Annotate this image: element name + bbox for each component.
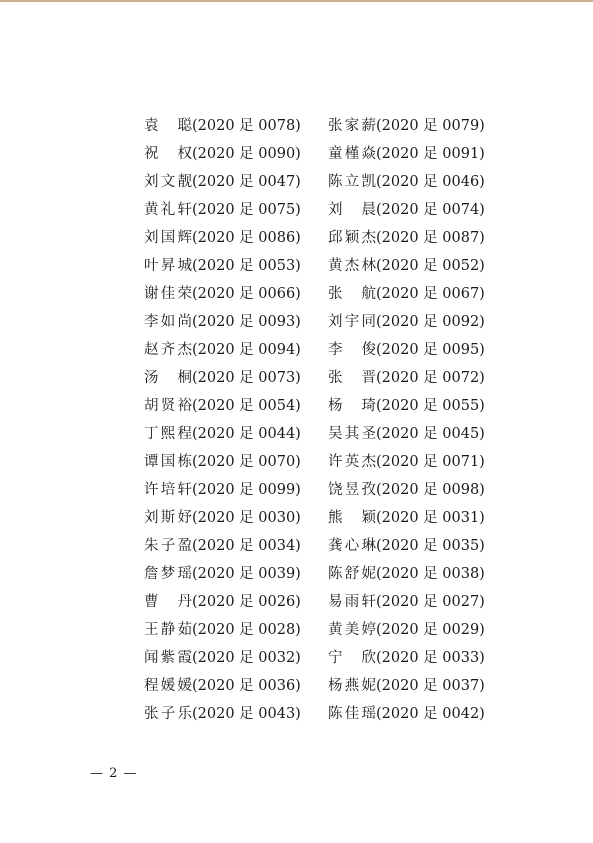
registration-code: (2020 足 0087) <box>376 229 485 246</box>
athlete-name: 程媛媛 <box>144 677 192 694</box>
athlete-name: 熊 颖 <box>328 509 376 526</box>
athlete-name: 饶昱孜 <box>328 481 376 498</box>
roster-row <box>144 222 504 250</box>
roster-row <box>144 530 504 558</box>
registration-code: (2020 足 0078) <box>192 117 301 134</box>
roster-entry-right <box>328 338 504 359</box>
roster-entry-right <box>328 142 504 163</box>
registration-code: (2020 足 0047) <box>192 173 301 190</box>
athlete-name: 刘国辉 <box>144 229 192 246</box>
athlete-name: 张家薪 <box>328 117 376 134</box>
athlete-name: 许培轩 <box>144 481 192 498</box>
registration-code: (2020 足 0044) <box>192 425 301 442</box>
roster-entry-left <box>144 646 328 667</box>
roster-entry-right <box>328 478 504 499</box>
athlete-name: 杨燕妮 <box>328 677 376 694</box>
registration-code: (2020 足 0070) <box>192 453 301 470</box>
registration-code: (2020 足 0027) <box>376 593 485 610</box>
athlete-name: 宁 欣 <box>328 649 376 666</box>
athlete-name: 张 航 <box>328 285 376 302</box>
registration-code: (2020 足 0098) <box>376 481 485 498</box>
roster-row <box>144 558 504 586</box>
roster-entry-right <box>328 702 504 723</box>
roster-entry-left <box>144 590 328 611</box>
athlete-name: 许英杰 <box>328 453 376 470</box>
registration-code: (2020 足 0035) <box>376 537 485 554</box>
roster-row <box>144 698 504 726</box>
registration-code: (2020 足 0091) <box>376 145 485 162</box>
registration-code: (2020 足 0036) <box>192 677 301 694</box>
roster-entry-right <box>328 170 504 191</box>
athlete-name: 陈舒妮 <box>328 565 376 582</box>
roster-entry-right <box>328 114 504 135</box>
registration-code: (2020 足 0075) <box>192 201 301 218</box>
roster-entry-left <box>144 142 328 163</box>
athlete-name: 刘斯妤 <box>144 509 192 526</box>
registration-code: (2020 足 0045) <box>376 425 485 442</box>
roster-entry-right <box>328 450 504 471</box>
registration-code: (2020 足 0093) <box>192 313 301 330</box>
registration-code: (2020 足 0067) <box>376 285 485 302</box>
top-border-rule <box>0 0 593 2</box>
athlete-name: 李 俊 <box>328 341 376 358</box>
athlete-name: 陈佳瑶 <box>328 705 376 722</box>
roster-entry-left <box>144 674 328 695</box>
roster-row <box>144 334 504 362</box>
roster-entry-right <box>328 562 504 583</box>
registration-code: (2020 足 0039) <box>192 565 301 582</box>
registration-code: (2020 足 0055) <box>376 397 485 414</box>
roster-entry-right <box>328 394 504 415</box>
roster-row <box>144 362 504 390</box>
roster-entry-left <box>144 338 328 359</box>
registration-code: (2020 足 0092) <box>376 313 485 330</box>
roster-entry-right <box>328 226 504 247</box>
roster-entry-left <box>144 506 328 527</box>
registration-code: (2020 足 0038) <box>376 565 485 582</box>
registration-code: (2020 足 0073) <box>192 369 301 386</box>
roster-row <box>144 614 504 642</box>
roster-entry-right <box>328 198 504 219</box>
roster-row <box>144 446 504 474</box>
roster-entry-left <box>144 114 328 135</box>
page-number: — 2 — <box>90 766 138 781</box>
registration-code: (2020 足 0029) <box>376 621 485 638</box>
athlete-name: 刘宇同 <box>328 313 376 330</box>
roster-entry-left <box>144 422 328 443</box>
roster-entry-left <box>144 618 328 639</box>
athlete-roster <box>144 110 504 726</box>
registration-code: (2020 足 0043) <box>192 705 301 722</box>
registration-code: (2020 足 0099) <box>192 481 301 498</box>
roster-entry-left <box>144 282 328 303</box>
roster-row <box>144 138 504 166</box>
roster-entry-left <box>144 450 328 471</box>
roster-row <box>144 250 504 278</box>
athlete-name: 易雨轩 <box>328 593 376 610</box>
athlete-name: 杨 琦 <box>328 397 376 414</box>
roster-entry-left <box>144 478 328 499</box>
roster-entry-right <box>328 506 504 527</box>
athlete-name: 吴其圣 <box>328 425 376 442</box>
roster-entry-left <box>144 254 328 275</box>
athlete-name: 刘 晨 <box>328 201 376 218</box>
roster-entry-right <box>328 534 504 555</box>
athlete-name: 詹梦瑶 <box>144 565 192 582</box>
registration-code: (2020 足 0053) <box>192 257 301 274</box>
roster-entry-left <box>144 170 328 191</box>
roster-row <box>144 110 504 138</box>
roster-entry-left <box>144 534 328 555</box>
athlete-name: 闻紫霞 <box>144 649 192 666</box>
athlete-name: 李如尚 <box>144 313 192 330</box>
registration-code: (2020 足 0054) <box>192 397 301 414</box>
roster-entry-right <box>328 618 504 639</box>
roster-entry-left <box>144 310 328 331</box>
athlete-name: 黄美婷 <box>328 621 376 638</box>
athlete-name: 汤 桐 <box>144 369 192 386</box>
roster-row <box>144 502 504 530</box>
roster-entry-right <box>328 310 504 331</box>
registration-code: (2020 足 0042) <box>376 705 485 722</box>
roster-row <box>144 418 504 446</box>
athlete-name: 张 晋 <box>328 369 376 386</box>
registration-code: (2020 足 0026) <box>192 593 301 610</box>
roster-row <box>144 670 504 698</box>
roster-entry-right <box>328 674 504 695</box>
roster-entry-right <box>328 422 504 443</box>
roster-entry-left <box>144 226 328 247</box>
athlete-name: 胡贤裕 <box>144 397 192 414</box>
athlete-name: 张子乐 <box>144 705 192 722</box>
roster-entry-right <box>328 254 504 275</box>
roster-row <box>144 166 504 194</box>
roster-row <box>144 278 504 306</box>
registration-code: (2020 足 0079) <box>376 117 485 134</box>
athlete-name: 谭国栋 <box>144 453 192 470</box>
registration-code: (2020 足 0030) <box>192 509 301 526</box>
roster-entry-left <box>144 394 328 415</box>
roster-entry-right <box>328 366 504 387</box>
roster-row <box>144 306 504 334</box>
registration-code: (2020 足 0094) <box>192 341 301 358</box>
athlete-name: 黄杰林 <box>328 257 376 274</box>
athlete-name: 朱子盈 <box>144 537 192 554</box>
registration-code: (2020 足 0028) <box>192 621 301 638</box>
roster-row <box>144 474 504 502</box>
roster-row <box>144 390 504 418</box>
registration-code: (2020 足 0086) <box>192 229 301 246</box>
roster-entry-left <box>144 702 328 723</box>
registration-code: (2020 足 0052) <box>376 257 485 274</box>
athlete-name: 谢佳荣 <box>144 285 192 302</box>
athlete-name: 刘文靓 <box>144 173 192 190</box>
athlete-name: 叶昇城 <box>144 257 192 274</box>
registration-code: (2020 足 0074) <box>376 201 485 218</box>
athlete-name: 王静茹 <box>144 621 192 638</box>
athlete-name: 赵齐杰 <box>144 341 192 358</box>
roster-entry-right <box>328 282 504 303</box>
registration-code: (2020 足 0046) <box>376 173 485 190</box>
athlete-name: 曹 丹 <box>144 593 192 610</box>
registration-code: (2020 足 0090) <box>192 145 301 162</box>
roster-row <box>144 586 504 614</box>
roster-entry-left <box>144 562 328 583</box>
roster-entry-right <box>328 646 504 667</box>
roster-entry-left <box>144 198 328 219</box>
registration-code: (2020 足 0033) <box>376 649 485 666</box>
registration-code: (2020 足 0031) <box>376 509 485 526</box>
registration-code: (2020 足 0071) <box>376 453 485 470</box>
registration-code: (2020 足 0072) <box>376 369 485 386</box>
registration-code: (2020 足 0095) <box>376 341 485 358</box>
athlete-name: 童槿焱 <box>328 145 376 162</box>
registration-code: (2020 足 0066) <box>192 285 301 302</box>
athlete-name: 祝 权 <box>144 145 192 162</box>
roster-entry-right <box>328 590 504 611</box>
athlete-name: 黄礼轩 <box>144 201 192 218</box>
registration-code: (2020 足 0037) <box>376 677 485 694</box>
roster-entry-left <box>144 366 328 387</box>
athlete-name: 陈立凯 <box>328 173 376 190</box>
registration-code: (2020 足 0032) <box>192 649 301 666</box>
roster-row <box>144 194 504 222</box>
athlete-name: 袁 聪 <box>144 117 192 134</box>
athlete-name: 邱颖杰 <box>328 229 376 246</box>
roster-row <box>144 642 504 670</box>
athlete-name: 龚心琳 <box>328 537 376 554</box>
athlete-name: 丁熙程 <box>144 425 192 442</box>
registration-code: (2020 足 0034) <box>192 537 301 554</box>
